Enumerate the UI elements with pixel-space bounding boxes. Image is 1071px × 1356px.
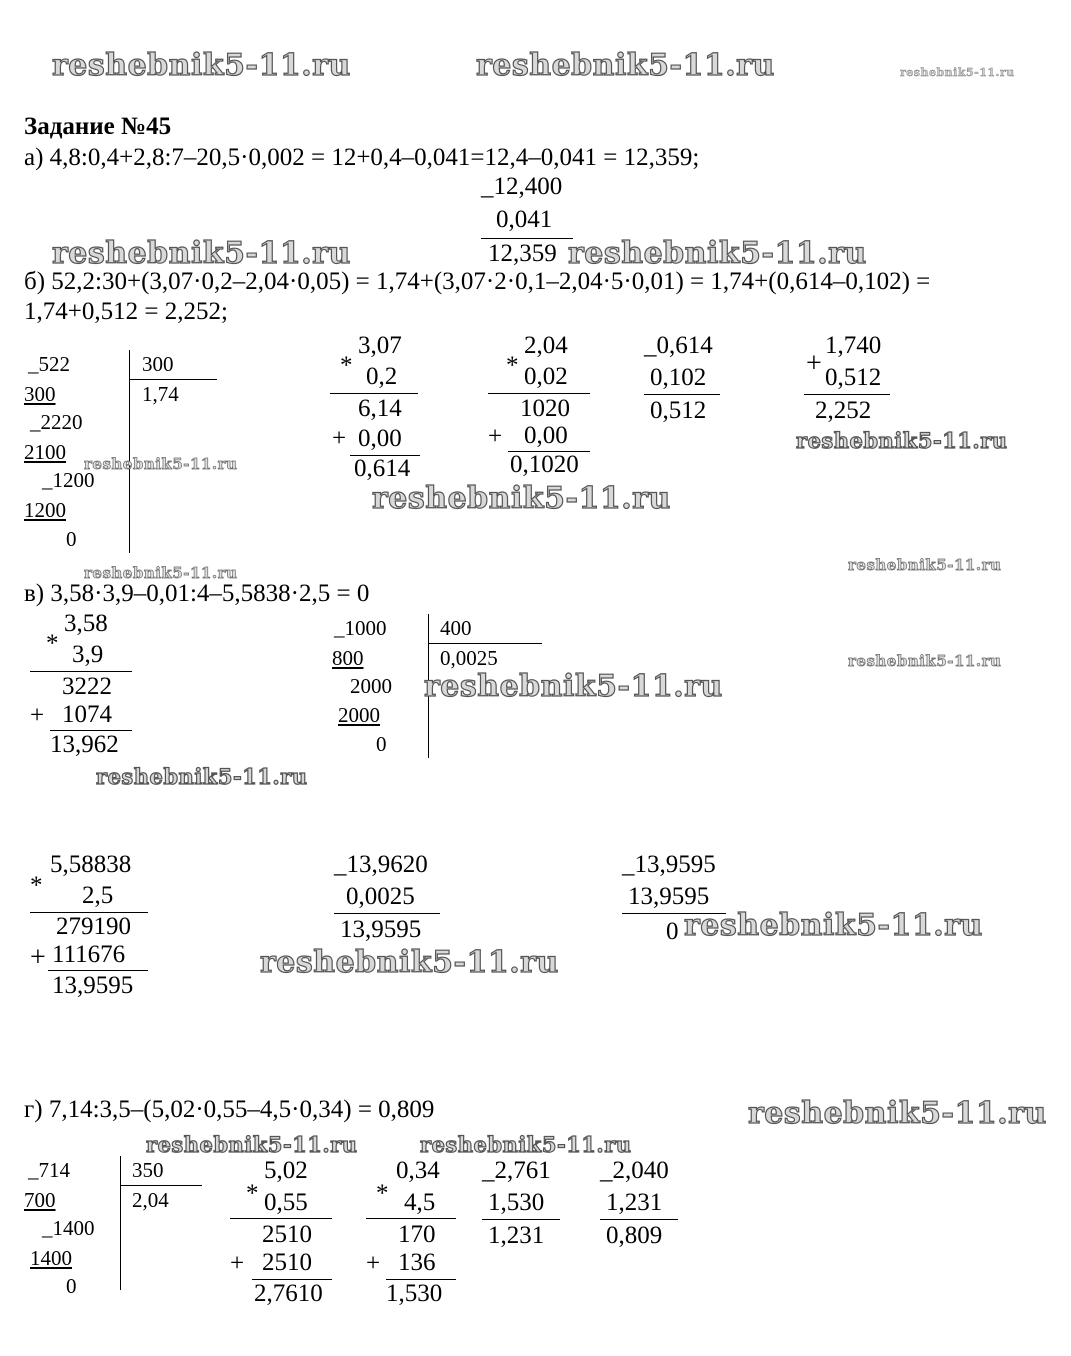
division-quotient: 2,04: [132, 1188, 169, 1212]
mult-factor: 5,58838: [50, 851, 132, 878]
watermark: reshebnik5-11.ru: [848, 556, 1002, 574]
division-divisor: 300: [142, 352, 174, 376]
plus-sign: +: [488, 423, 503, 450]
watermark: reshebnik5-11.ru: [52, 236, 351, 271]
mult-result: 2,7610: [254, 1280, 323, 1307]
division-dividend: _714: [28, 1158, 70, 1182]
mult-partial: 136: [398, 1249, 436, 1276]
watermark: reshebnik5-11.ru: [84, 564, 238, 582]
mult-partial: 111676: [52, 941, 126, 968]
add-result: 2,252: [815, 397, 872, 424]
task-heading: Задание №45: [24, 113, 172, 140]
sub-result: 1,231: [488, 1222, 545, 1249]
watermark: reshebnik5-11.ru: [796, 428, 1008, 453]
part-a-sub-subtrahend: 0,041: [496, 206, 553, 233]
mult-partial: 170: [398, 1221, 436, 1248]
sub-subtrahend: 13,9595: [628, 883, 710, 910]
mult-result: 13,9595: [52, 972, 134, 999]
mult-partial: 2510: [262, 1221, 312, 1248]
division-quotient: 0,0025: [440, 646, 498, 670]
watermark: reshebnik5-11.ru: [84, 455, 238, 473]
division-step: 2000: [350, 674, 392, 698]
sub-result: 13,9595: [340, 916, 422, 943]
division-divisor: 400: [440, 616, 472, 640]
mult-result: 0,1020: [510, 451, 579, 478]
sub-minuend: _0,614: [644, 332, 713, 359]
mult-partial: 3222: [62, 673, 112, 700]
part-a-sub-minuend: _12,400: [481, 173, 563, 200]
plus-sign: +: [30, 942, 46, 973]
add-term: 1,740: [825, 332, 882, 359]
watermark: reshebnik5-11.ru: [96, 764, 308, 789]
plus-sign: +: [806, 348, 822, 379]
mult-factor: 2,5: [82, 882, 114, 909]
watermark: reshebnik5-11.ru: [260, 945, 559, 980]
mult-partial: 0,00: [358, 425, 402, 452]
mult-factor: 0,55: [264, 1189, 308, 1216]
mult-partial: 1020: [520, 395, 570, 422]
mult-factor: 0,02: [524, 363, 568, 390]
division-dividend: _1000: [334, 616, 387, 640]
division-quotient: 1,74: [142, 382, 179, 406]
mult-factor: 0,34: [396, 1157, 440, 1184]
watermark: reshebnik5-11.ru: [684, 908, 983, 943]
mult-sign: *: [46, 630, 59, 657]
division-step: 1200: [24, 498, 66, 522]
division-step: 1400: [30, 1246, 72, 1270]
sub-result: 0,512: [650, 397, 707, 424]
division-step: 2000: [338, 703, 380, 727]
division-step: _1200: [42, 468, 95, 492]
division-step: 0: [376, 732, 387, 756]
watermark: reshebnik5-11.ru: [568, 236, 867, 271]
watermark: reshebnik5-11.ru: [424, 669, 723, 704]
plus-sign: +: [30, 702, 45, 729]
mult-sign: *: [30, 872, 43, 899]
mult-sign: *: [340, 352, 353, 379]
watermark: reshebnik5-11.ru: [848, 652, 1002, 670]
plus-sign: +: [332, 425, 347, 452]
division-divisor: 350: [132, 1158, 164, 1182]
division-step: 0: [66, 527, 77, 551]
mult-factor: 4,5: [404, 1189, 436, 1216]
sub-result: 0: [666, 918, 679, 945]
division-step: _2220: [30, 410, 83, 434]
mult-sign: *: [506, 352, 519, 379]
mult-factor: 2,04: [524, 332, 568, 359]
division-step: 700: [24, 1188, 56, 1212]
plus-sign: +: [366, 1250, 381, 1277]
mult-factor: 3,07: [358, 332, 402, 359]
watermark: reshebnik5-11.ru: [900, 66, 1015, 79]
sub-subtrahend: 1,530: [488, 1189, 545, 1216]
sub-minuend: _2,761: [482, 1157, 551, 1184]
part-b-equation-line2: 1,74+0,512 = 2,252;: [24, 298, 228, 325]
plus-sign: +: [230, 1250, 245, 1277]
watermark: reshebnik5-11.ru: [146, 1132, 358, 1157]
part-a-sub-result: 12,359: [488, 240, 557, 267]
mult-partial: 0,00: [524, 422, 568, 449]
sub-subtrahend: 1,231: [606, 1189, 663, 1216]
division-step: 2100: [24, 440, 66, 464]
part-v-equation: в) 3,58·3,9–0,01:4–5,5838·2,5 = 0: [24, 580, 370, 607]
mult-result: 0,614: [354, 455, 411, 482]
watermark: reshebnik5-11.ru: [420, 1132, 632, 1157]
mult-result: 1,530: [386, 1280, 443, 1307]
mult-factor: 5,02: [264, 1157, 308, 1184]
watermark: reshebnik5-11.ru: [476, 48, 775, 83]
mult-result: 13,962: [50, 731, 119, 758]
mult-partial: 279190: [56, 913, 131, 940]
mult-factor: 3,9: [72, 641, 104, 668]
part-a-equation: а) 4,8:0,4+2,8:7–20,5·0,002 = 12+0,4–0,041=12,4–0,041 = 12,359;: [24, 144, 700, 171]
division-dividend: _522: [28, 352, 70, 376]
sub-minuend: _2,040: [600, 1157, 669, 1184]
sub-subtrahend: 0,102: [650, 364, 707, 391]
division-step: 0: [66, 1274, 77, 1298]
add-term: 0,512: [825, 364, 882, 391]
sub-minuend: _13,9595: [622, 851, 716, 878]
division-step: 800: [332, 646, 364, 670]
watermark: reshebnik5-11.ru: [748, 1096, 1047, 1131]
part-b-equation-line1: б) 52,2:30+(3,07·0,2–2,04·0,05) = 1,74+(3,07·2·0,1–2,04·5·0,01) = 1,74+(0,614–0,102) =: [24, 268, 931, 295]
mult-factor: 0,2: [366, 363, 398, 390]
watermark: reshebnik5-11.ru: [372, 481, 671, 516]
division-step: _1400: [42, 1216, 95, 1240]
sub-minuend: _13,9620: [334, 851, 428, 878]
division-step: 300: [24, 382, 56, 406]
sub-subtrahend: 0,0025: [346, 883, 415, 910]
mult-factor: 3,58: [64, 610, 108, 637]
mult-sign: *: [376, 1180, 389, 1207]
mult-partial: 6,14: [358, 395, 402, 422]
mult-partial: 2510: [262, 1249, 312, 1276]
mult-partial: 1074: [62, 701, 112, 728]
part-g-equation: г) 7,14:3,5–(5,02·0,55–4,5·0,34) = 0,809: [24, 1096, 435, 1123]
watermark: reshebnik5-11.ru: [52, 48, 351, 83]
sub-result: 0,809: [606, 1222, 663, 1249]
mult-sign: *: [246, 1180, 259, 1207]
